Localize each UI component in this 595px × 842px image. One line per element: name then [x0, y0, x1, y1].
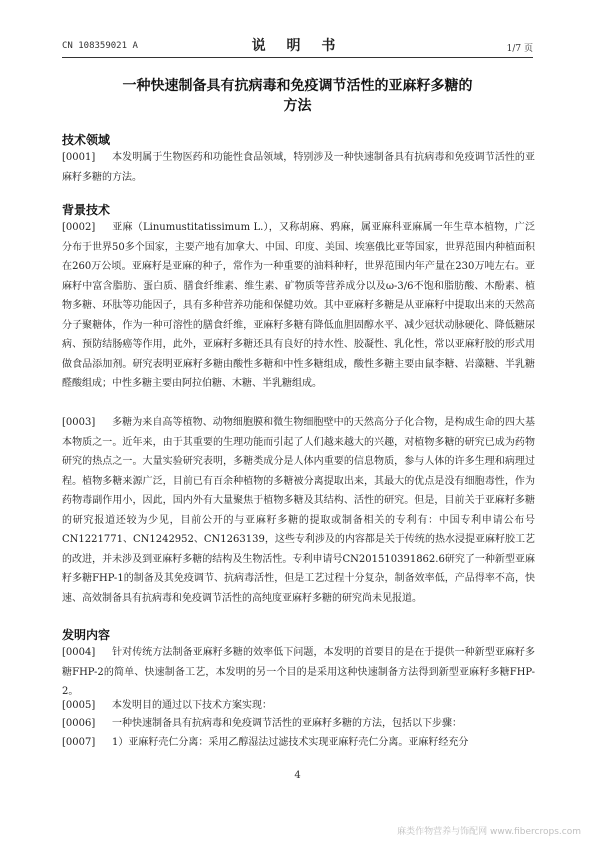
- paragraph-0004: [62, 643, 535, 702]
- section-heading-background: 背景技术: [62, 203, 111, 217]
- paragraph-number: [0007]: [62, 737, 96, 748]
- header-divider: [62, 57, 533, 58]
- paragraph-number: [0002]: [62, 222, 96, 233]
- watermark: 麻类作物营养与饰配网 www.fibercrops.com: [397, 827, 581, 837]
- doc-number: CN 108359021 A: [62, 41, 138, 51]
- paragraph-number: [0005]: [62, 700, 96, 711]
- doc-type-title: 说 明 书: [251, 38, 344, 54]
- paragraph-text: 本发明属于生物医药和功能性食品领域，特别涉及一种快速制备具有抗病毒和免疫调节活性的亚麻籽多糖的方法。: [62, 152, 535, 183]
- title-line-1: 一种快速制备具有抗病毒和免疫调节活性的亚麻籽多糖的: [122, 78, 473, 94]
- paragraph-number: [0006]: [62, 718, 96, 729]
- paragraph-0003: [62, 413, 535, 608]
- page-number: 4: [294, 770, 301, 781]
- paragraph-0002: [62, 218, 535, 394]
- document-title: [62, 76, 533, 116]
- paragraph-0006: [62, 714, 535, 734]
- paragraph-text: 亚麻（Linumustitatissimum L.），又称胡麻、鸦麻，属亚麻科亚麻属一年生草本植物，广泛分布于世界50多个国家，主要产地有加拿大、中国、印度、美国、埃塞俄比亚等国家，世界范围内种植面积在260万公顷。亚麻籽是亚麻的种子，常作为一种重要的油料种籽，世界范围内年产量在230万吨左右。亚麻籽中富含脂肪、蛋白质、膳食纤维素、维生素、矿物质等营养成分以及ω-3/6不饱和脂肪酸、木酚素、植物多糖、环肽等功能因子，具有多种营养功能和保健功效。其中亚麻籽多糖是从亚麻籽中提取出来的天然高分子聚糖体，作为一种可溶性的膳食纤维，亚麻籽多糖有降低血胆固醇水平、减少冠状动脉硬化、降低糖尿病、预防结肠癌等作用，此外，亚麻籽多糖还具有良好的持水性、胶凝性、乳化性，常以亚麻籽胶的形式用做食品添加剂。研究表明亚麻籽多糖由酸性多糖和中性多糖组成，酸性多糖主要由鼠李糖、岩藻糖、半乳糖醛酸组成；中性多糖主要由阿拉伯糖、木糖、半乳糖组成。: [62, 222, 535, 389]
- paragraph-number: [0004]: [62, 647, 96, 658]
- paragraph-text: 针对传统方法制备亚麻籽多糖的效率低下问题，本发明的首要目的是在于提供一种新型亚麻籽多糖FHP-2的简单、快速制备工艺，本发明的另一个目的是采用这种快速制备方法得到新型亚麻籽多糖FHP-2。: [62, 647, 535, 697]
- paragraph-0007: [62, 733, 535, 753]
- paragraph-number: [0003]: [62, 417, 96, 428]
- paragraph-0005: [62, 696, 535, 716]
- section-heading-invention-content: 发明内容: [62, 628, 111, 642]
- paragraph-0001: [62, 148, 535, 187]
- section-heading-tech-field: 技术领域: [62, 133, 111, 147]
- paragraph-text: 多糖为来自高等植物、动物细胞膜和微生物细胞壁中的天然高分子化合物，是构成生命的四大基本物质之一。近年来，由于其重要的生理功能而引起了人们越来越大的兴趣，对植物多糖的研究已成为药物研究的热点之一。大量实验研究表明，多糖类成分是人体内重要的信息物质，参与人体的许多生理和病理过程。植物多糖来源广泛，目前已有百余种植物的多糖被分离提取出来，其最大的优点是没有细胞毒性，作为药物毒副作用小，因此，国内外有大量聚焦于植物多糖及其结构、活性的研究。但是，目前关于亚麻籽多糖的研究报道还较为少见，目前公开的与亚麻籽多糖的提取或制备相关的专利有：中国专利申请公布号CN1221771、CN1242952、CN1263139，这些专利涉及的内容都是关于传统的热水浸提亚麻籽胶工艺的改进，并未涉及到亚麻籽多糖的结构及生物活性。专利申请号CN201510391862.6研究了一种新型亚麻籽多糖FHP-1的制备及其免疫调节、抗病毒活性，但是工艺过程十分复杂，制备效率低，产品得率不高，快速、高效制备具有抗病毒和免疫调节活性的高纯度亚麻籽多糖的研究尚未见报道。: [62, 417, 535, 604]
- page-info: 1/7 页: [506, 44, 533, 54]
- title-line-2: 方法: [283, 98, 312, 114]
- paragraph-number: [0001]: [62, 152, 96, 163]
- paragraph-text: 本发明目的通过以下技术方案实现：: [112, 700, 272, 711]
- paragraph-text: 1）亚麻籽壳仁分离：采用乙醇湿法过滤技术实现亚麻籽壳仁分离。亚麻籽经充分: [112, 737, 469, 748]
- paragraph-text: 一种快速制备具有抗病毒和免疫调节活性的亚麻籽多糖的方法，包括以下步骤：: [112, 718, 462, 729]
- page-header: [62, 38, 533, 56]
